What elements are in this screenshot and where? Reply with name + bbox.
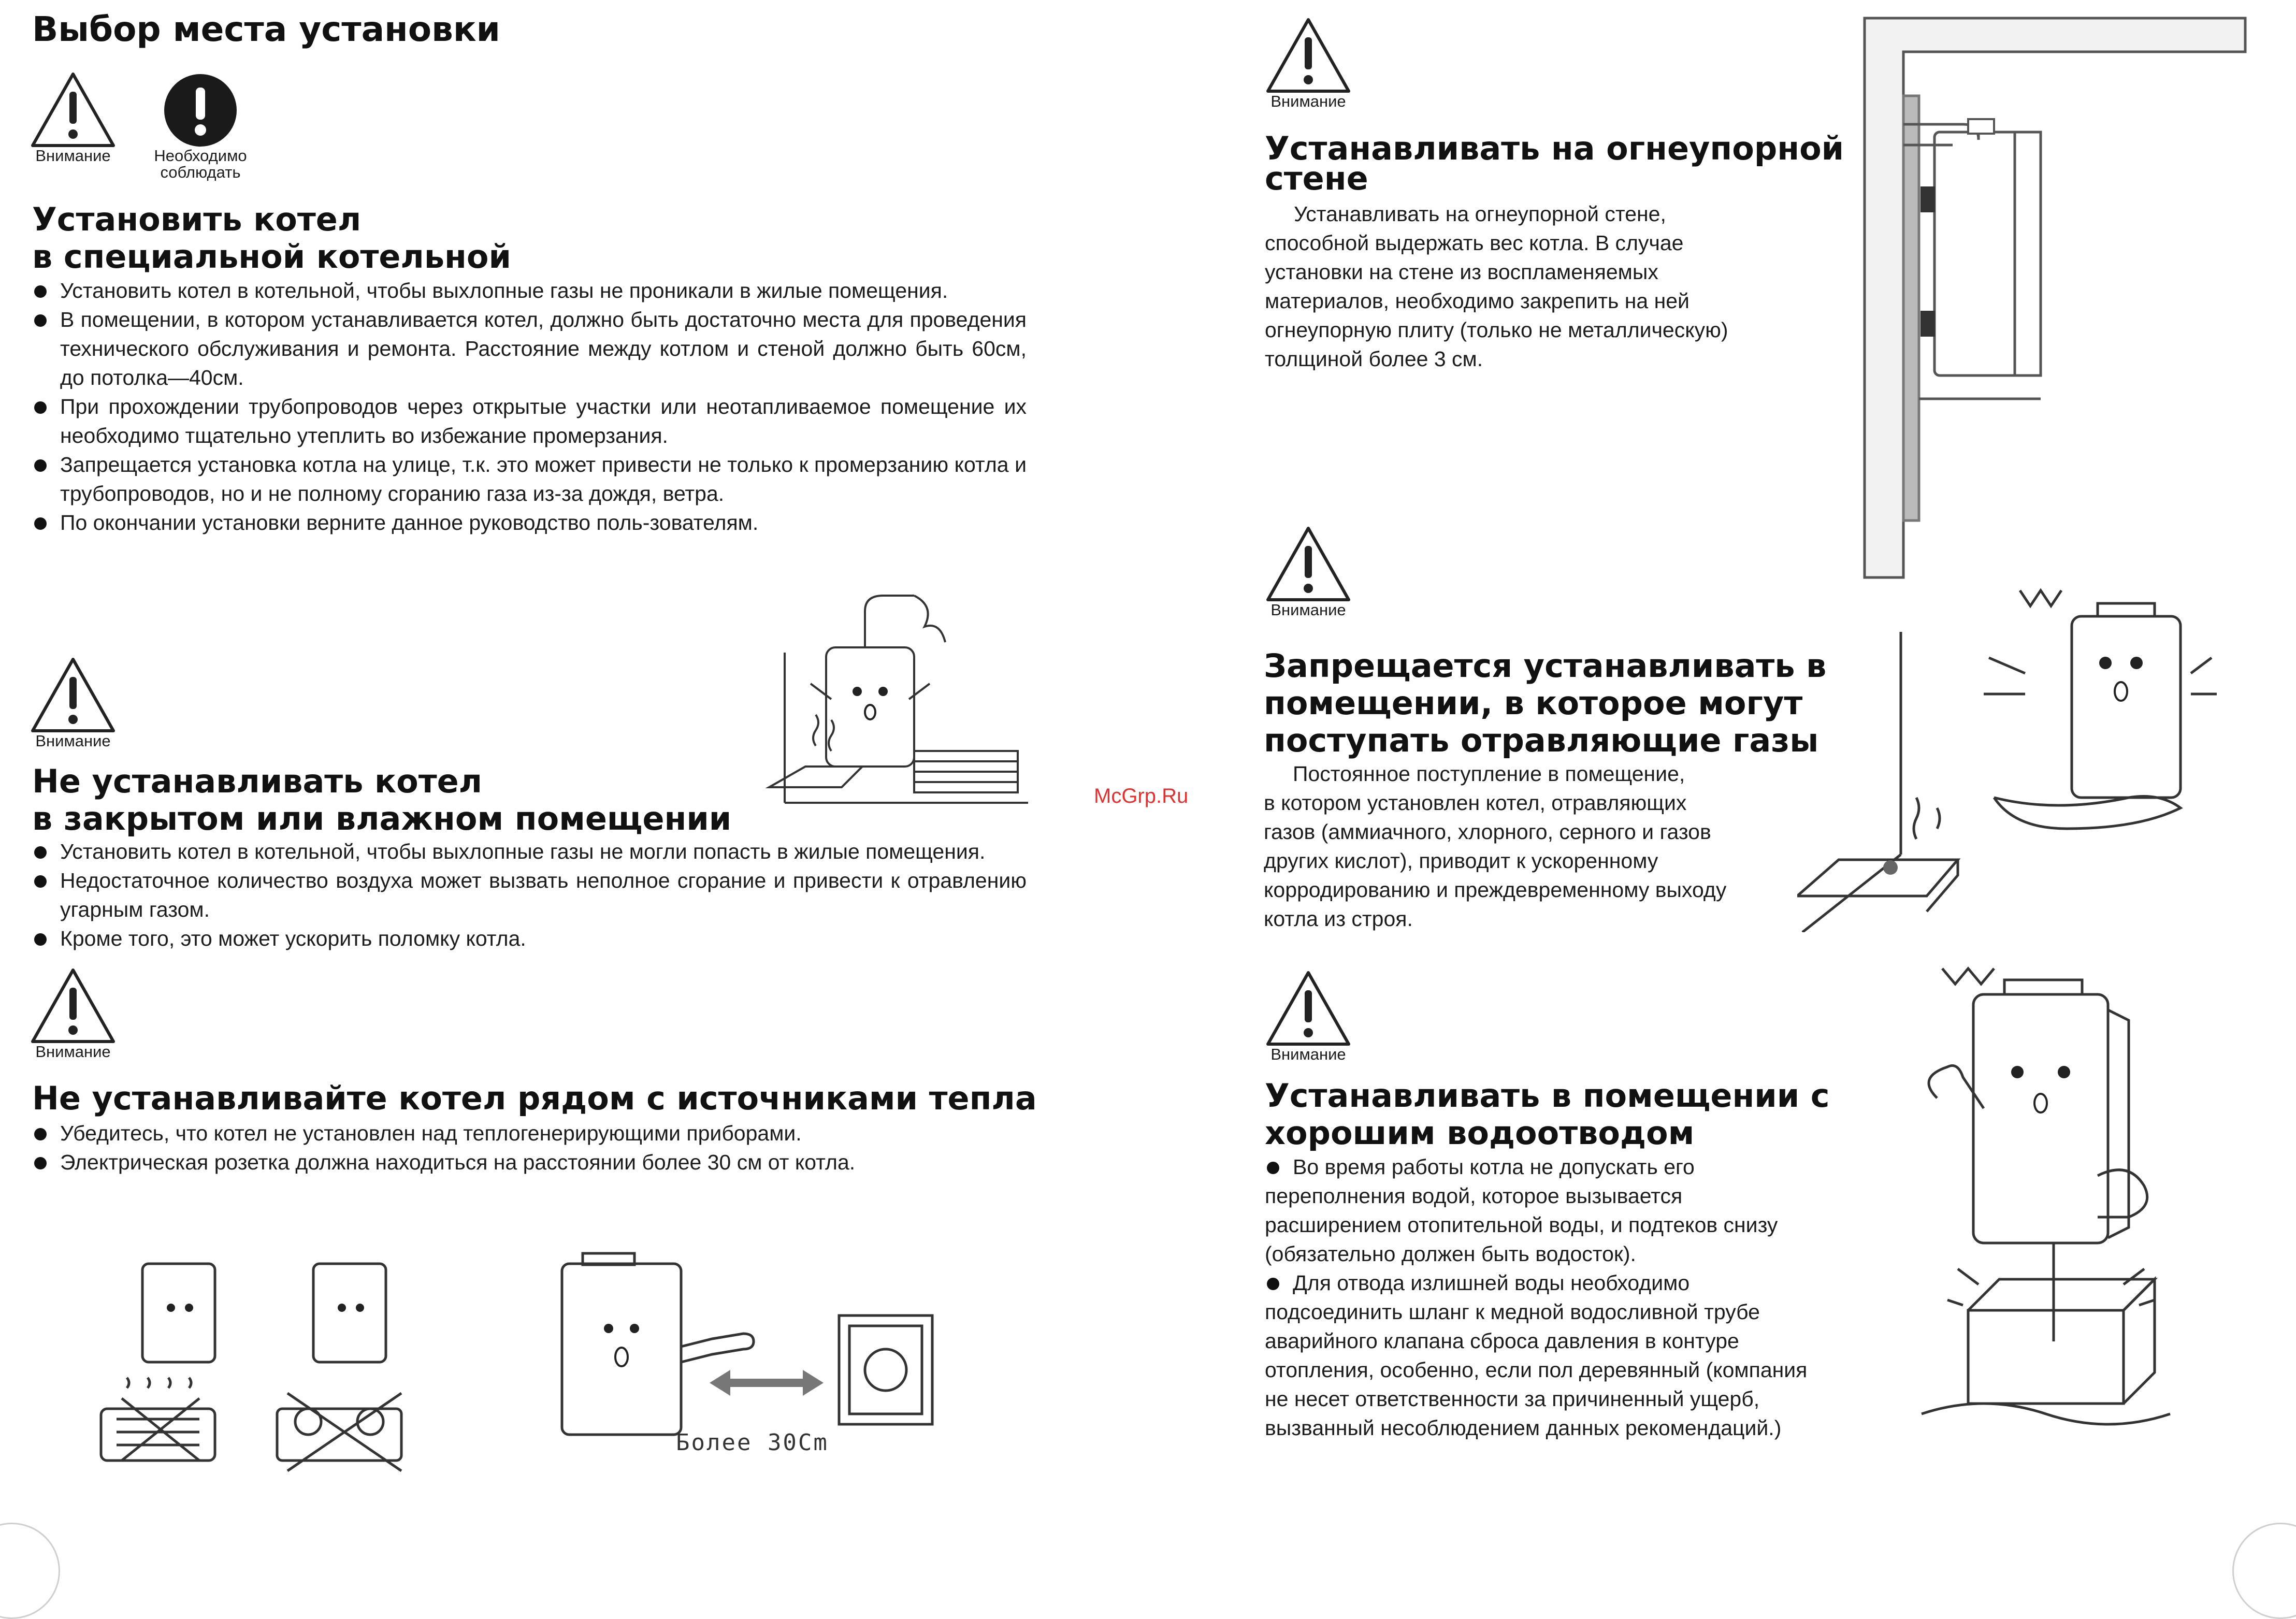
section6-heading: Устанавливать в помещении с хорошим водоотводом bbox=[1265, 1077, 1830, 1152]
warning-triangle-icon bbox=[1264, 968, 1353, 1046]
list-item: Установить котел в котельной, чтобы выхлопные газы не проникали в жилые помещения. bbox=[32, 276, 1027, 305]
section1-list bbox=[32, 276, 1027, 537]
page-corner-decoration bbox=[2232, 1523, 2296, 1619]
section1-heading: Установить котел в специальной котельной bbox=[32, 200, 511, 276]
warning-icon-block bbox=[28, 966, 118, 1060]
warning-caption: Внимание bbox=[1270, 1045, 1346, 1063]
warning-triangle-icon bbox=[1264, 524, 1353, 602]
mandatory-caption: Необходимо соблюдать bbox=[154, 147, 247, 181]
watermark: McGrp.Ru bbox=[1094, 785, 1189, 807]
section5-text: Постоянное поступление в помещение, в котором установлен котел, отравляющих газов (аммиачного, хлорного, серного и газов других кислот), приводит к ускоренному корродированию и преждевременному выходу котла из строя. bbox=[1264, 762, 1727, 931]
list-item: Запрещается установка котла на улице, т.к. это может привести не только к промерзанию котла и трубопроводов, но и не полному сгоранию газа из-за дождя, ветра. bbox=[32, 450, 1027, 508]
list-item: Для отвода излишней воды необходимо подсоединить шланг к медной водосливной трубе аварийного клапана сброса давления в контуре отопления, особенно, если пол деревянный (компания не несет ответственности за причиненный ущерб, вызванный несоблюдением данных рекомендаций.) bbox=[1265, 1268, 1835, 1442]
warning-icon-block bbox=[1264, 968, 1353, 1063]
section4-heading: Устанавливать на огнеупорной стене bbox=[1265, 129, 1844, 197]
list-item: По окончании установки верните данное руководство поль-зователям. bbox=[32, 508, 1027, 537]
warning-icon-block bbox=[1264, 16, 1353, 110]
closed-room-boiler-illustration bbox=[759, 585, 1038, 834]
section3-list bbox=[32, 1119, 1027, 1177]
section2-heading: Не устанавливать котел в закрытом или влажном помещении bbox=[32, 762, 732, 837]
warning-caption: Внимание bbox=[1270, 601, 1346, 619]
warning-icon-block bbox=[1264, 524, 1353, 618]
list-item: Установить котел в котельной, чтобы выхлопные газы не могли попасть в жилые помещения. bbox=[32, 837, 1027, 866]
warning-triangle-icon bbox=[1264, 16, 1353, 93]
section5-heading: Запрещается устанавливать в помещении, в которое могут поступать отравляющие газы bbox=[1264, 647, 1827, 759]
fireproof-wall-illustration bbox=[1859, 16, 2253, 585]
list-item: Во время работы котла не допускать его переполнения водой, которое вызывается расширением отопительной воды, и подтеков снизу (обязательно должен быть водосток). bbox=[1265, 1152, 1835, 1268]
toxic-gas-illustration bbox=[1797, 580, 2222, 932]
drainage-illustration bbox=[1906, 948, 2196, 1466]
list-item: При прохождении трубопроводов через открытые участки или неотапливаемое помещение их необходимо тщательно утеплить во избежание промерзания. bbox=[32, 392, 1027, 450]
section3-heading: Не устанавливайте котел рядом с источниками тепла bbox=[32, 1079, 1037, 1117]
mandatory-icon-block bbox=[146, 70, 255, 181]
distance-label: Более 30Cm bbox=[676, 1429, 829, 1456]
section6-list bbox=[1265, 1152, 1835, 1442]
exclamation-circle-icon bbox=[146, 70, 255, 148]
list-item: Кроме того, это может ускорить поломку котла. bbox=[32, 924, 1027, 953]
list-item: Недостаточное количество воздуха может вызвать неполное сгорание и привести к отравлению угарным газом. bbox=[32, 866, 1027, 924]
warning-triangle-icon bbox=[28, 655, 118, 733]
list-item: В помещении, в котором устанавливается котел, должно быть достаточно места для проведения технического обслуживания и ремонта. Расстояние между котлом и стеной должно быть 60см, до потолка—40см. bbox=[32, 305, 1027, 392]
page-title: Выбор места установки bbox=[32, 9, 500, 49]
warning-icon-block bbox=[28, 70, 118, 164]
section4-text: Устанавливать на огнеупорной стене, способной выдержать вес котла. В случае установки на стене из воспламеняемых материалов, необходимо закрепить на ней огнеупорную плиту (только не металлическую) толщиной более 3 см. bbox=[1265, 202, 1728, 371]
page-corner-decoration bbox=[0, 1523, 60, 1619]
warning-caption: Внимание bbox=[1270, 92, 1346, 110]
section2-list bbox=[32, 837, 1027, 953]
warning-icon-block bbox=[28, 655, 118, 749]
warning-triangle-icon bbox=[28, 966, 118, 1044]
warning-caption: Внимание bbox=[35, 1043, 111, 1061]
warning-caption: Внимание bbox=[35, 732, 111, 750]
heat-source-illustration bbox=[96, 1243, 448, 1481]
warning-triangle-icon bbox=[28, 70, 118, 148]
list-item: Убедитесь, что котел не установлен над теплогенерирующими приборами. bbox=[32, 1119, 1027, 1148]
list-item: Электрическая розетка должна находиться на расстоянии более 30 см от котла. bbox=[32, 1148, 1027, 1177]
warning-caption: Внимание bbox=[35, 147, 111, 165]
